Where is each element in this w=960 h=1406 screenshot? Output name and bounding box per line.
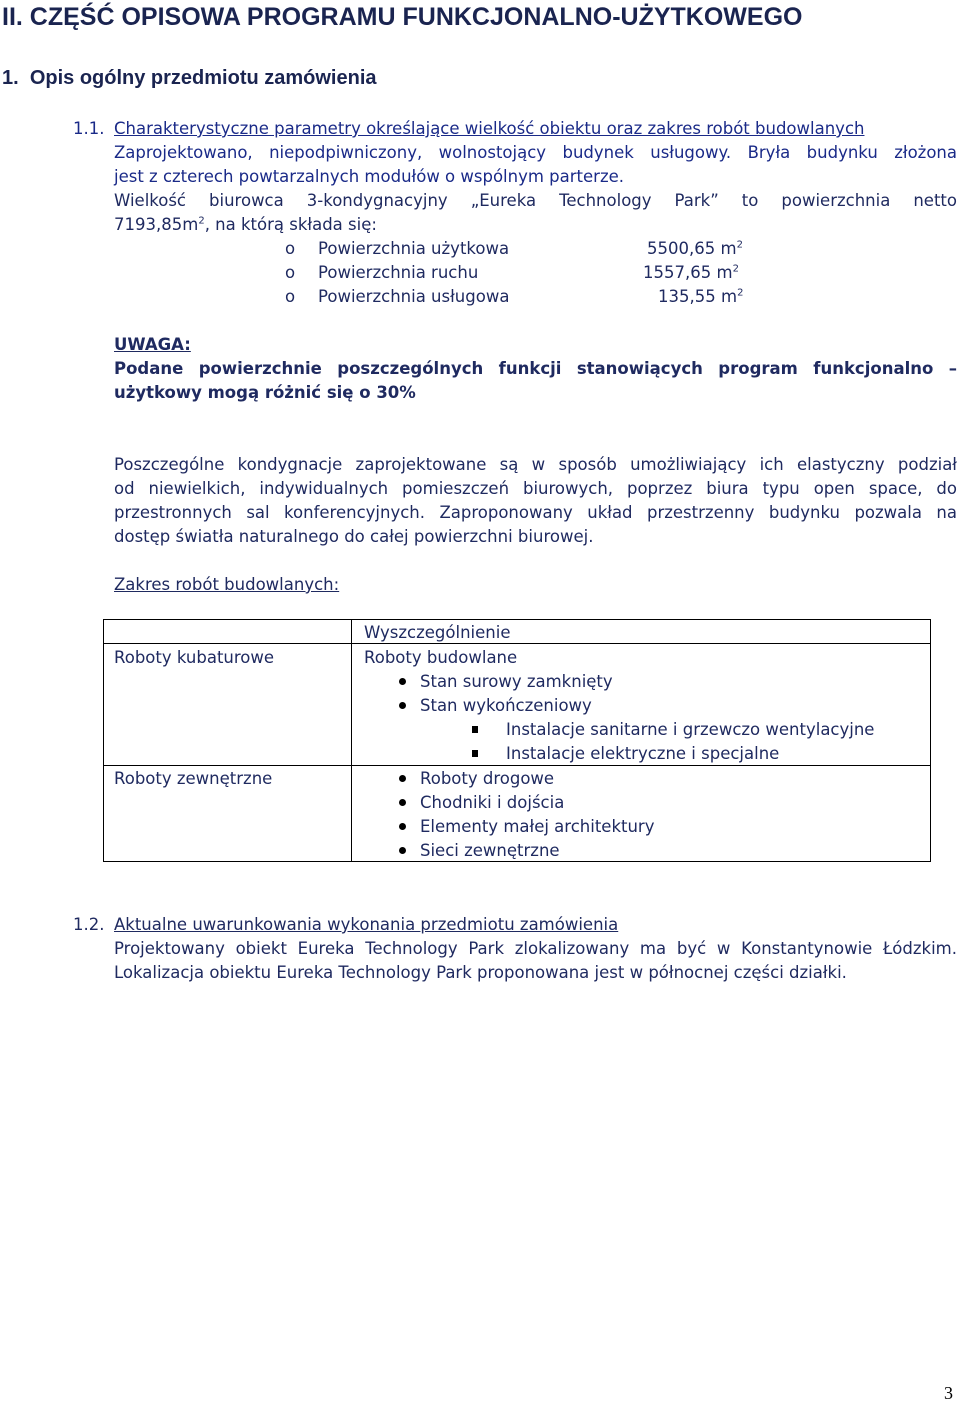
subsection-1-2-title: Aktualne uwarunkowania wykonania przedmiotu zamówienia — [114, 915, 619, 934]
square-bullet-icon — [472, 726, 478, 733]
area-value: 5500,65 $m^2$ — [647, 239, 743, 258]
list-item: Instalacje sanitarne i grzewczo wentylacyjne — [506, 720, 875, 739]
location-line-2: Lokalizacja obiektu Eureka Technology Park proponowana jest w północnej części działki. — [114, 963, 847, 982]
list-item: Chodniki i dojścia — [420, 793, 565, 812]
paragraph-3-line-3: przestronnych sal konferencyjnych. Zaproponowany układ przestrzenny budynku pozwala na — [114, 503, 957, 522]
section-title: Opis ogólny przedmiotu zamówienia — [29, 67, 377, 89]
bullet-icon — [399, 775, 406, 782]
area-label: Powierzchnia usługowa — [318, 287, 510, 306]
location-line-1: Projektowany obiekt Eureka Technology Park zlokalizowany ma być w Konstantynowie Łódzkim. — [114, 939, 957, 958]
paragraph-3-line-1: Poszczególne kondygnacje zaprojektowane są w sposób umożliwiający ich elastyczny podział — [114, 455, 957, 474]
area-marker: o — [285, 263, 296, 282]
area-value: 135,55 $m^2$ — [658, 287, 744, 306]
list-item: Instalacje elektryczne i specjalne — [506, 744, 780, 763]
bullet-icon — [399, 678, 406, 685]
paragraph-2-line-2: $7193,85m^2$, na którą składa się: — [114, 215, 377, 234]
note-label: UWAGA: — [114, 335, 191, 354]
subsection-1-2-number: 1.2. — [73, 915, 105, 934]
page-title: II. CZĘŚĆ OPISOWA PROGRAMU FUNKCJONALNO-UŻYTKOWEGO — [2, 3, 803, 31]
area-label: Powierzchnia ruchu — [318, 263, 479, 282]
paragraph-2-line-1: Wielkość biurowca 3-kondygnacyjny „Eureka Technology Park” to powierzchnia netto — [114, 191, 957, 210]
page-number: 3 — [944, 1383, 953, 1403]
paragraph-1-line-2: jest z czterech powtarzalnych modułów o wspólnym parterze. — [114, 167, 625, 186]
bullet-icon — [399, 799, 406, 806]
list-item: Stan wykończeniowy — [420, 696, 592, 715]
area-value: 1557,65 $m^2$ — [643, 263, 739, 282]
square-bullet-icon — [472, 750, 478, 757]
note-line-1: Podane powierzchnie poszczególnych funkcji stanowiących program funkcjonalno – — [114, 359, 957, 378]
section-number: 1. — [2, 67, 19, 89]
row-2-left: Roboty zewnętrzne — [114, 769, 273, 788]
paragraph-3-line-4: dostęp światła naturalnego do całej powierzchni biurowej. — [114, 527, 594, 546]
subsection-1-1-title: Charakterystyczne parametry określające wielkość obiektu oraz zakres robót budowlanych — [114, 119, 865, 138]
row-1-right-title: Roboty budowlane — [364, 648, 518, 667]
note-line-2: użytkowy mogą różnić się o 30% — [114, 383, 416, 402]
list-item: Stan surowy zamknięty — [420, 672, 613, 691]
area-label: Powierzchnia użytkowa — [318, 239, 510, 258]
row-1-left: Roboty kubaturowe — [114, 648, 275, 667]
section-1-heading — [2, 67, 377, 90]
list-item: Elementy małej architektury — [420, 817, 655, 836]
paragraph-3-line-2: od niewielkich, indywidualnych pomieszczeń biurowych, poprzez biura typu open space, do — [114, 479, 957, 498]
table-header-right: Wyszczególnienie — [364, 623, 511, 642]
subsection-1-1-number: 1.1. — [73, 119, 105, 138]
scope-title: Zakres robót budowlanych: — [114, 575, 340, 594]
area-marker: o — [285, 287, 296, 306]
paragraph-1-line-1: Zaprojektowano, niepodpiwniczony, wolnostojący budynek usługowy. Bryła budynku złożona — [114, 143, 957, 162]
list-item: Sieci zewnętrzne — [420, 841, 560, 860]
list-item: Roboty drogowe — [420, 769, 555, 788]
bullet-icon — [399, 823, 406, 830]
area-marker: o — [285, 239, 296, 258]
bullet-icon — [399, 847, 406, 854]
bullet-icon — [399, 702, 406, 709]
